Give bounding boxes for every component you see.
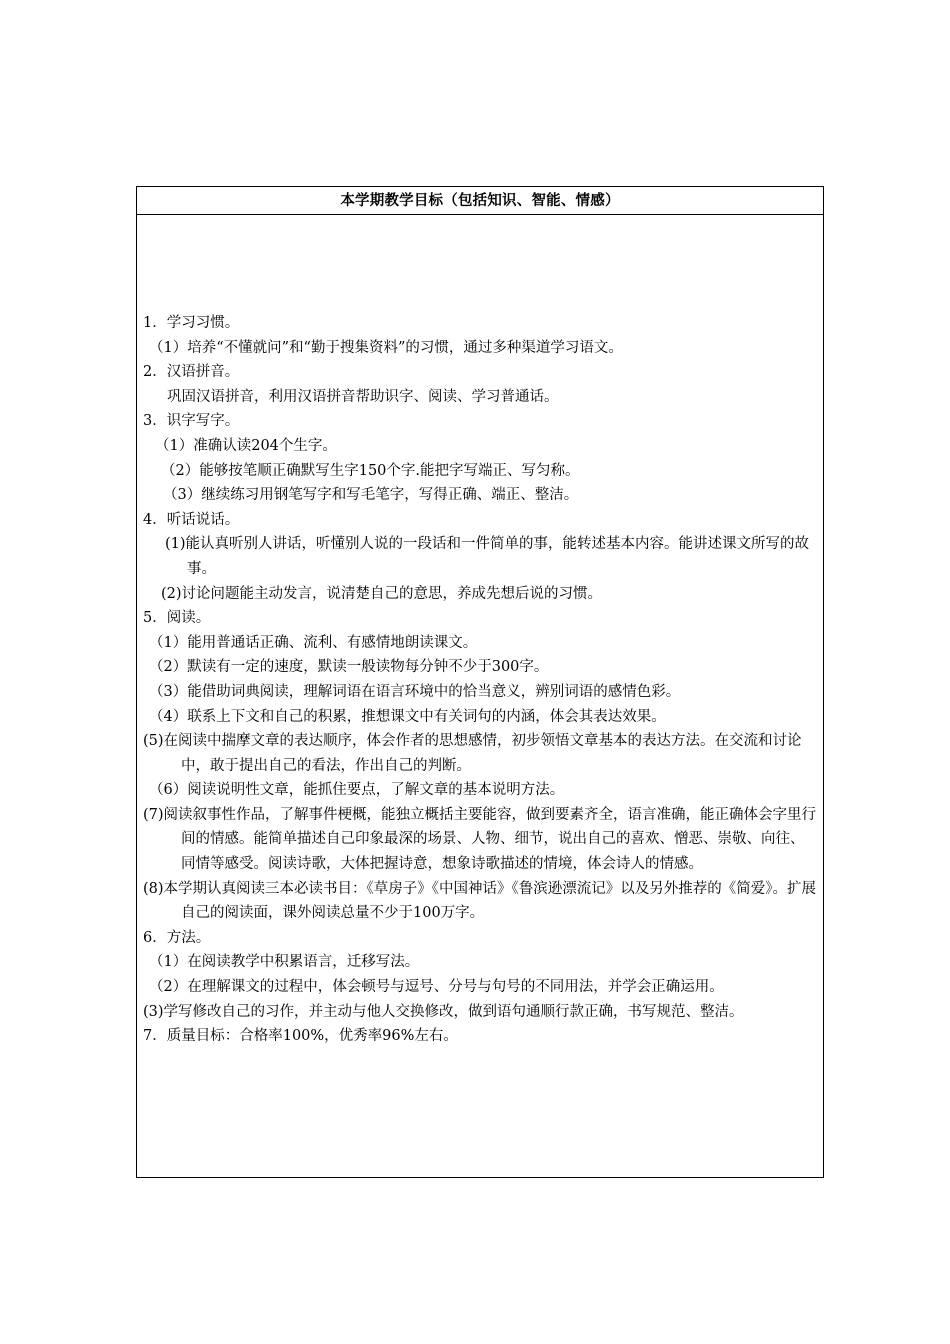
list-item: (2)讨论问题能主动发言，说清楚自己的意思，养成先想后说的习惯。 — [161, 585, 603, 602]
list-item: (8)本学期认真阅读三本必读书目：《草房子》《中国神话》《鲁滨逊漂流记》以及另外推荐的《简爱》。扩展自己的阅读面，课外阅读总量不少于100万字。 — [143, 880, 817, 922]
goals-table — [136, 186, 824, 1178]
list-item: （1）能用普通话正确、流利、有感情地朗读课文。 — [149, 634, 478, 651]
list-item: （1）培养“不懂就问”和“勤于搜集资料”的习惯，通过多种渠道学习语文。 — [149, 339, 623, 356]
list-item: （2）能够按笔顺正确默写生字150个字.能把字写端正、写匀称。 — [161, 462, 580, 479]
list-item: （3）能借助词典阅读，理解词语在语言环境中的恰当意义，辨别词语的感情色彩。 — [149, 683, 681, 700]
list-item: （3）继续练习用钢笔写字和写毛笔字，写得正确、端正、整洁。 — [163, 487, 579, 504]
list-item: （2）默读有一定的速度，默读一般读物每分钟不少于300字。 — [149, 659, 549, 676]
list-item: (5)在阅读中揣摩文章的表达顺序，体会作者的思想感情，初步领悟文章基本的表达方法。在交流和讨论中，敢于提出自己的看法，作出自己的判断。 — [143, 733, 802, 774]
table-title: 本学期教学目标（包括知识、智能、情感） — [137, 187, 823, 215]
list-item: （6）阅读说明性文章，能抓住要点，了解文章的基本说明方法。 — [149, 782, 565, 799]
list-item: (7)阅读叙事性作品，了解事件梗概，能独立概括主要能容，做到要素齐全，语言准确，能正确体会字里行间的情感。能简单描述自己印象最深的场景、人物、细节，说出自己的喜欢、憎恶、崇敬、向往、同情等感受。阅读诗歌，大体把握诗意，想象诗歌描述的情境，体会诗人的情感。 — [143, 806, 817, 873]
section-heading: 6．方法。 — [143, 929, 211, 946]
section-heading: 4．听话说话。 — [143, 511, 240, 528]
section-heading: 2．汉语拼音。 — [143, 364, 240, 381]
section-heading: 7．质量目标：合格率100%，优秀率96%左右。 — [143, 1028, 458, 1045]
list-item: 巩固汉语拼音，利用汉语拼音帮助识字、阅读、学习普通话。 — [167, 388, 559, 405]
list-item: （2）在理解课文的过程中，体会顿号与逗号、分号与句号的不同用法，并学会正确运用。 — [149, 979, 724, 996]
section-heading: 3．识字写字。 — [143, 413, 240, 430]
list-item: （1）在阅读教学中积累语言，迁移写法。 — [149, 954, 420, 971]
list-item: （1）准确认读204个生字。 — [155, 437, 337, 454]
section-heading: 5．阅读。 — [143, 610, 211, 627]
list-item: (1)能认真听别人讲话，听懂别人说的一段话和一件简单的事，能转述基本内容。能讲述课文所写的故事。 — [165, 536, 810, 577]
list-item: （4）联系上下文和自己的积累，推想课文中有关词句的内涵，体会其表达效果。 — [149, 708, 666, 725]
goals-content — [143, 311, 817, 1049]
section-heading: 1．学习习惯。 — [143, 315, 240, 331]
list-item: (3)学写修改自己的习作，并主动与他人交换修改，做到语句通顺行款正确，书写规范、整洁。 — [143, 1003, 744, 1020]
